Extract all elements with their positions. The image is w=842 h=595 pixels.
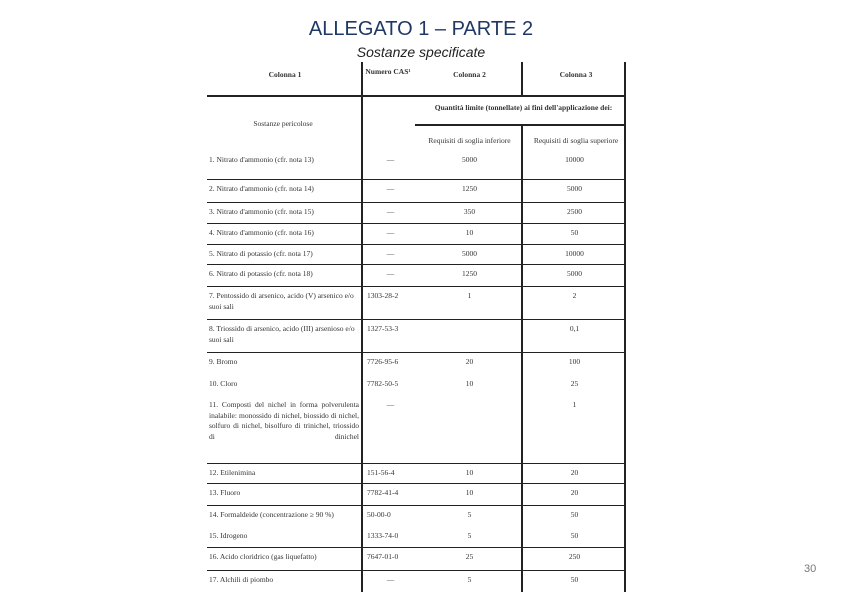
header-cas: Numero CAS¹ xyxy=(365,67,411,76)
cas-number: 1327-53-3 xyxy=(367,324,399,333)
cas-number: 50-00-0 xyxy=(367,510,391,519)
substance-name: 10. Cloro xyxy=(209,379,238,388)
cas-number: — xyxy=(386,228,395,237)
cas-number: 1303-28-2 xyxy=(367,291,399,300)
upper-threshold: 50 xyxy=(570,531,579,540)
substance-name: 9. Bromo xyxy=(209,357,238,366)
lower-threshold: 5000 xyxy=(462,249,477,258)
lower-threshold: 5 xyxy=(467,531,472,540)
table-rule xyxy=(207,570,624,571)
substances-table xyxy=(205,62,630,592)
substance-name: 2. Nitrato d'ammonio (cfr. nota 14) xyxy=(209,184,314,193)
table-rule xyxy=(207,352,624,353)
upper-threshold: 50 xyxy=(570,575,579,584)
header-group: Quantità limite (tonnellate) ai fini dell'applicazione dei: xyxy=(434,103,613,112)
upper-threshold: 100 xyxy=(568,357,581,366)
substance-name: 3. Nitrato d'ammonio (cfr. nota 15) xyxy=(209,207,314,216)
cas-number: 151-56-4 xyxy=(367,468,395,477)
header-lower: Requisiti di soglia inferiore xyxy=(428,136,511,145)
substance-name: 1. Nitrato d'ammonio (cfr. nota 13) xyxy=(209,155,314,164)
table-rule xyxy=(361,62,363,592)
slide-title: ALLEGATO 1 – PARTE 2 xyxy=(308,18,534,40)
upper-threshold: 2 xyxy=(572,291,577,300)
cas-number: 7726-95-6 xyxy=(367,357,399,366)
cas-number: — xyxy=(386,269,395,278)
upper-threshold: 50 xyxy=(570,228,579,237)
table-rule xyxy=(207,463,624,464)
table-rule xyxy=(207,547,624,548)
substance-name: 15. Idrogeno xyxy=(209,531,248,540)
table-rule xyxy=(207,483,624,484)
lower-threshold: 10 xyxy=(465,488,474,497)
cas-number: — xyxy=(386,249,395,258)
upper-threshold: 1 xyxy=(572,400,577,409)
upper-threshold: 25 xyxy=(570,379,579,388)
cas-number: — xyxy=(386,207,395,216)
cas-number: — xyxy=(386,400,395,409)
lower-threshold: 1250 xyxy=(462,269,477,278)
substance-name: 16. Acido cloridrico (gas liquefatto) xyxy=(209,552,317,561)
upper-threshold: 20 xyxy=(570,468,579,477)
table-rule xyxy=(207,202,624,203)
table-rule xyxy=(207,264,624,265)
substance-name: 13. Fluoro xyxy=(209,488,241,497)
cas-number: — xyxy=(386,575,395,584)
header-col2: Colonna 2 xyxy=(453,70,486,79)
page-number: 30 xyxy=(804,563,817,575)
upper-threshold: 50 xyxy=(570,510,579,519)
lower-threshold: 1 xyxy=(467,291,472,300)
table-rule xyxy=(415,124,624,126)
header-col3: Colonna 3 xyxy=(559,70,593,79)
substance-name: 6. Nitrato di potassio (cfr. nota 18) xyxy=(209,269,313,278)
upper-threshold: 10000 xyxy=(565,249,584,258)
lower-threshold: 5 xyxy=(467,575,472,584)
header-substances: Sostanze pericolose xyxy=(253,119,313,128)
lower-threshold: 20 xyxy=(465,357,474,366)
substance-name: 14. Formaldeide (concentrazione ≥ 90 %) xyxy=(209,510,334,519)
cas-number: — xyxy=(386,155,395,164)
substance-name: 12. Etilenimina xyxy=(209,468,256,477)
lower-threshold: 5000 xyxy=(462,155,477,164)
cas-number: 7647-01-0 xyxy=(367,552,399,561)
lower-threshold: 25 xyxy=(465,552,474,561)
table-rule xyxy=(521,62,523,95)
table-rule xyxy=(207,319,624,320)
substance-name: 11. Composti del nichel in forma polverulenta inalabile: monossido di nichel, biossido di nichel, solfuro di nichel, bisolfuro di trinichel, triossido di dinichel xyxy=(209,400,359,441)
lower-threshold: 1250 xyxy=(462,184,477,193)
header-col1: Colonna 1 xyxy=(268,70,302,79)
table-rule xyxy=(207,223,624,224)
cas-number: 7782-50-5 xyxy=(367,379,399,388)
lower-threshold: 5 xyxy=(467,510,472,519)
substance-name: 17. Alchili di piombo xyxy=(209,575,274,584)
lower-threshold: 10 xyxy=(465,468,474,477)
cas-number: — xyxy=(386,184,395,193)
upper-threshold: 0,1 xyxy=(569,324,580,333)
substance-name: 8. Triossido di arsenico, acido (III) arsenioso e/o suoi sali xyxy=(209,324,355,344)
cas-number: 7782-41-4 xyxy=(367,488,399,497)
table-rule xyxy=(207,244,624,245)
upper-threshold: 10000 xyxy=(565,155,584,164)
table-rule xyxy=(207,95,624,97)
substance-name: 7. Pentossido di arsenico, acido (V) arsenico e/o suoi sali xyxy=(209,291,354,311)
upper-threshold: 2500 xyxy=(567,207,582,216)
upper-threshold: 5000 xyxy=(567,269,582,278)
substance-name: 4. Nitrato d'ammonio (cfr. nota 16) xyxy=(209,228,314,237)
lower-threshold: 350 xyxy=(463,207,476,216)
cas-number: 1333-74-0 xyxy=(367,531,399,540)
lower-threshold: 10 xyxy=(465,228,474,237)
table-rule xyxy=(207,179,624,180)
table-rule xyxy=(207,286,624,287)
upper-threshold: 5000 xyxy=(567,184,582,193)
substance-name: 5. Nitrato di potassio (cfr. nota 17) xyxy=(209,249,313,258)
upper-threshold: 20 xyxy=(570,488,579,497)
slide-subtitle: Sostanze specificate xyxy=(356,44,486,60)
lower-threshold: 10 xyxy=(465,379,474,388)
upper-threshold: 250 xyxy=(568,552,581,561)
header-upper: Requisiti di soglia superiore xyxy=(533,136,619,145)
table-rule xyxy=(207,505,624,506)
